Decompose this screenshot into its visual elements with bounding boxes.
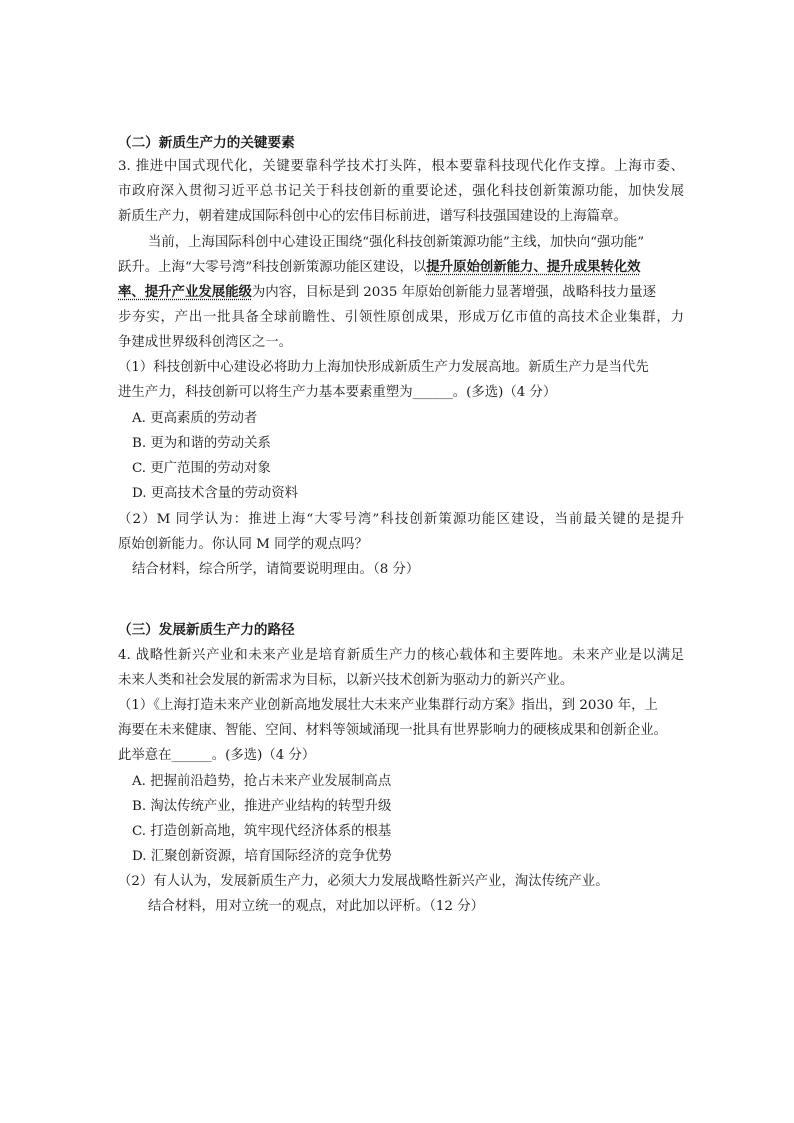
option-b: B. 淘汰传统产业，推进产业结构的转型升级 — [132, 799, 392, 814]
option-b: B. 更为和谐的劳动关系 — [132, 436, 271, 451]
q4-intro-line1: 4. 战略性新兴产业和未来产业是培育新质生产力的核心载体和主要阵地。未来产业是以满足 — [118, 648, 684, 663]
section3-heading: （三）发展新质生产力的路径 — [118, 622, 295, 638]
q3-2-line1: （2）M 同学认为：推进上海“大零号湾”科技创新策源功能区建设，当前最关键的是提升 — [118, 512, 684, 527]
q4-intro-line2: 未来人类和社会发展的新需求为目标，以新兴技术创新为驱动力的新兴产业。 — [118, 673, 574, 688]
option-a: A. 把握前沿趋势，抢占未来产业发展制高点 — [132, 774, 392, 789]
material-para-line1: 当前，上海国际科创中心建设正围绕“强化科技创新策源功能”主线，加快向“强功能” — [148, 235, 645, 250]
option-c: C. 打造创新高地，筑牢现代经济体系的根基 — [132, 824, 392, 839]
q4-2-line1: （2）有人认为，发展新质生产力，必须大力发展战略性新兴产业，淘汰传统产业。 — [118, 874, 609, 889]
q4-2-line2: 结合材料，用对立统一的观点，对此加以评析。（12 分） — [148, 899, 484, 914]
material-text: 跃升。上海“大零号湾”科技创新策源功能区建设，以 — [118, 260, 427, 275]
material-para-line4: 步夯实，产出一批具备全球前瞻性、引领性原创成果，形成万亿市值的高技术企业集群，力 — [118, 310, 684, 325]
q3-1-line2: 进生产力，科技创新可以将生产力基本要素重塑为______。(多选)（4 分） — [118, 385, 557, 400]
option-d: D. 更高技术含量的劳动资料 — [132, 486, 299, 501]
material-para-line3 — [118, 282, 684, 303]
material-para-line2 — [118, 257, 684, 278]
material-text: 为内容，目标是到 2035 年原始创新能力显著增强，战略科技力量逐 — [251, 285, 657, 300]
section2-heading: （二）新质生产力的关键要素 — [118, 135, 295, 151]
q4-1-line1: （1）《上海打造未来产业创新高地发展壮大未来产业集群行动方案》指出，到 2030 年，上 — [118, 698, 658, 713]
q3-2-line2: 原始创新能力。你认同 M 同学的观点吗？ — [118, 537, 368, 552]
option-d: D. 汇聚创新资源，培育国际经济的竞争优势 — [132, 849, 392, 864]
q4-1-line2: 海要在未来健康、智能、空间、材料等领域涌现一批具有世界影响力的硬核成果和创新企业。 — [118, 723, 668, 738]
q4-1-line3: 此举意在______。(多选)（4 分） — [118, 748, 316, 763]
q3-intro-line2: 市政府深入贯彻习近平总书记关于科技创新的重要论述，强化科技创新策源功能，加快发展 — [118, 184, 684, 199]
q3-intro-line3: 新质生产力，朝着建成国际科创中心的宏伟目标前进，谱写科技强国建设的上海篇章。 — [118, 209, 627, 224]
emphasis-text: 提升原始创新能力、提升成果转化效 — [426, 259, 641, 275]
option-c: C. 更广范围的劳动对象 — [132, 461, 271, 476]
q3-intro-line1: 3. 推进中国式现代化，关键要靠科学技术打头阵，根本要靠科技现代化作支撑。上海市委、 — [118, 159, 684, 174]
q3-2-line3: 结合材料，综合所学，请简要说明理由。（8 分） — [132, 562, 420, 577]
option-a: A. 更高素质的劳动者 — [132, 411, 258, 426]
q3-1-line1: （1）科技创新中心建设必将助力上海加快形成新质生产力发展高地。新质生产力是当代先 — [118, 360, 649, 375]
emphasis-text: 率、提升产业发展能级 — [118, 284, 252, 300]
material-para-line5: 争建成世界级科创湾区之一。 — [118, 335, 293, 350]
